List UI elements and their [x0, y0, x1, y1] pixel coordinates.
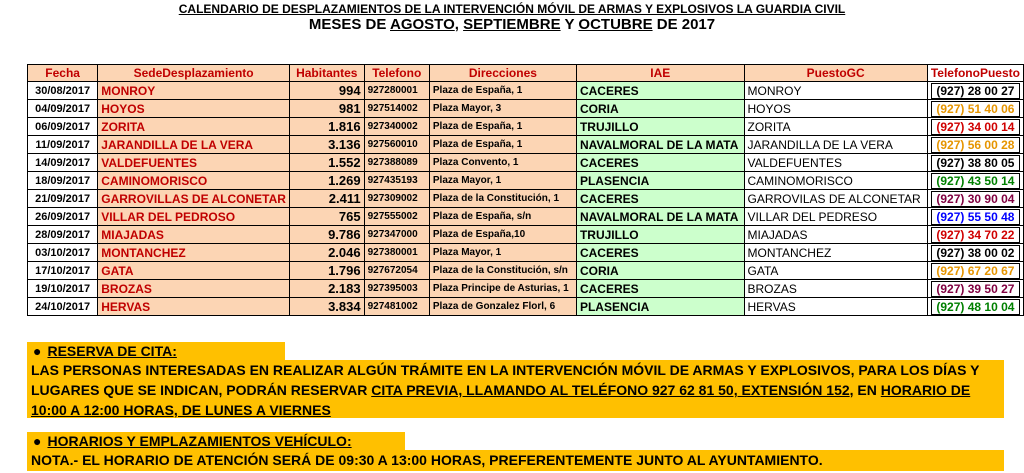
cell-direccion: Plaza Mayor, 1 — [429, 244, 576, 262]
cell-puesto: GARROVILAS DE ALCONETAR — [744, 190, 927, 208]
cell-telefono-puesto — [927, 118, 1023, 136]
cell-telefono-puesto — [927, 244, 1023, 262]
cell-direccion: Plaza de España, s/n — [429, 208, 576, 226]
cell-telefono-puesto — [927, 154, 1023, 172]
table-header-row — [28, 65, 1024, 82]
cell-fecha: 28/09/2017 — [28, 226, 98, 244]
cell-iae: CACERES — [576, 280, 744, 298]
cell-iae: PLASENCIA — [576, 298, 744, 316]
horarios-heading — [27, 432, 405, 450]
cell-iae: PLASENCIA — [576, 172, 744, 190]
cell-puesto: VALDEFUENTES — [744, 154, 927, 172]
cell-sede: HOYOS — [98, 100, 290, 118]
reserva-cita-link: CITA PREVIA, LLAMANDO AL TELÉFONO 927 62 81 50, EXTENSIÓN 152 — [371, 382, 850, 398]
cell-telefono-puesto — [927, 262, 1023, 280]
header-habitantes: Habitantes — [289, 65, 364, 82]
cell-sede: GATA — [98, 262, 290, 280]
cell-telefono: 927380001 — [364, 244, 429, 262]
cell-fecha: 18/09/2017 — [28, 172, 98, 190]
reserva-text — [27, 360, 1004, 418]
header-sede: SedeDesplazamiento — [98, 65, 290, 82]
cell-habitantes: 2.411 — [289, 190, 364, 208]
bullet-icon: ● — [33, 343, 42, 359]
subtitle-separator-2: Y — [560, 16, 579, 33]
cell-puesto: VILLAR DEL PEDRESO — [744, 208, 927, 226]
cell-habitantes: 981 — [289, 100, 364, 118]
cell-habitantes: 3.834 — [289, 298, 364, 316]
cell-puesto: HERVAS — [744, 298, 927, 316]
cell-telefono: 927555002 — [364, 208, 429, 226]
cell-sede: MONROY — [98, 82, 290, 100]
cell-telefono: 927347000 — [364, 226, 429, 244]
reserva-heading — [27, 342, 285, 360]
telefono-puesto-value: (927) 48 10 04 — [931, 299, 1020, 315]
reserva-text-a: LAS PERSONAS INTERESADAS EN REALIZAR ALGÚN TRÁMITE EN LA INTERVENCIÓN MÓVIL DE ARMAS Y EXPLOSIVOS, PARA LOS DÍAS Y LUGARES QUE SE INDICAN, PODRÁN RESERVAR — [31, 362, 980, 398]
subtitle-separator-1: , — [454, 16, 464, 33]
reserva-horario: HORARIO DE 10:00 A 12:00 HORAS, DE LUNES A VIERNES — [31, 382, 971, 418]
cell-direccion: Plaza de España, 1 — [429, 82, 576, 100]
cell-fecha: 17/10/2017 — [28, 262, 98, 280]
horarios-nota: NOTA.- EL HORARIO DE ATENCIÓN SERÁ DE 09:30 A 13:00 HORAS, PREFERENTEMENTE JUNTO AL AYUNTAMIENTO. — [27, 450, 1004, 471]
cell-telefono: 927481002 — [364, 298, 429, 316]
calendar-table — [27, 64, 1024, 316]
header-puesto: PuestoGC — [744, 65, 927, 82]
cell-fecha: 14/09/2017 — [28, 154, 98, 172]
cell-habitantes: 1.796 — [289, 262, 364, 280]
cell-telefono: 927395003 — [364, 280, 429, 298]
bullet-icon: ● — [33, 433, 42, 449]
cell-telefono: 927672054 — [364, 262, 429, 280]
telefono-puesto-value: (927) 30 90 04 — [931, 191, 1020, 207]
telefono-puesto-value: (927) 34 70 22 — [931, 227, 1020, 243]
cell-habitantes: 1.816 — [289, 118, 364, 136]
cell-iae: TRUJILLO — [576, 118, 744, 136]
table-row — [28, 118, 1024, 136]
telefono-puesto-value: (927) 51 40 06 — [931, 101, 1020, 117]
telefono-puesto-value: (927) 43 50 14 — [931, 173, 1020, 189]
cell-puesto: CAMINOMORISCO — [744, 172, 927, 190]
header-telefono: Telefono — [364, 65, 429, 82]
cell-telefono-puesto — [927, 82, 1023, 100]
cell-habitantes: 994 — [289, 82, 364, 100]
cell-iae: CORIA — [576, 262, 744, 280]
telefono-puesto-value: (927) 67 20 67 — [931, 263, 1020, 279]
cell-telefono-puesto — [927, 280, 1023, 298]
cell-sede: ZORITA — [98, 118, 290, 136]
cell-telefono: 927435193 — [364, 172, 429, 190]
table-row — [28, 100, 1024, 118]
cell-puesto: BROZAS — [744, 280, 927, 298]
cell-direccion: Plaza de la Constitución, 1 — [429, 190, 576, 208]
cell-sede: VILLAR DEL PEDROSO — [98, 208, 290, 226]
cell-fecha: 19/10/2017 — [28, 280, 98, 298]
cell-habitantes: 1.269 — [289, 172, 364, 190]
cell-habitantes: 9.786 — [289, 226, 364, 244]
cell-direccion: Plaza Principe de Asturias, 1 — [429, 280, 576, 298]
cell-telefono: 927514002 — [364, 100, 429, 118]
cell-sede: VALDEFUENTES — [98, 154, 290, 172]
document-subtitle — [0, 16, 1024, 33]
cell-habitantes: 1.552 — [289, 154, 364, 172]
subtitle-month-2: SEPTIEMBRE — [463, 16, 561, 33]
cell-telefono: 927280001 — [364, 82, 429, 100]
cell-telefono-puesto — [927, 136, 1023, 154]
cell-fecha: 30/08/2017 — [28, 82, 98, 100]
cell-habitantes: 765 — [289, 208, 364, 226]
cell-direccion: Plaza Mayor, 1 — [429, 172, 576, 190]
reserva-text-b: , EN — [849, 382, 881, 398]
cell-puesto: ZORITA — [744, 118, 927, 136]
cell-sede: BROZAS — [98, 280, 290, 298]
cell-puesto: JARANDILLA DE LA VERA — [744, 136, 927, 154]
cell-direccion: Plaza de Gonzalez Florl, 6 — [429, 298, 576, 316]
cell-direccion: Plaza Convento, 1 — [429, 154, 576, 172]
telefono-puesto-value: (927) 34 00 14 — [931, 119, 1020, 135]
cell-telefono: 927388089 — [364, 154, 429, 172]
cell-telefono: 927309002 — [364, 190, 429, 208]
telefono-puesto-value: (927) 28 00 27 — [931, 83, 1020, 99]
table-row — [28, 172, 1024, 190]
telefono-puesto-value: (927) 56 00 28 — [931, 137, 1020, 153]
cell-fecha: 26/09/2017 — [28, 208, 98, 226]
cell-iae: CORIA — [576, 100, 744, 118]
cell-telefono-puesto — [927, 298, 1023, 316]
telefono-puesto-value: (927) 55 50 48 — [931, 209, 1020, 225]
cell-iae: CACERES — [576, 82, 744, 100]
telefono-puesto-value: (927) 38 80 05 — [931, 155, 1020, 171]
cell-iae: TRUJILLO — [576, 226, 744, 244]
cell-telefono-puesto — [927, 100, 1023, 118]
table-row — [28, 298, 1024, 316]
cell-direccion: Plaza de España,10 — [429, 226, 576, 244]
subtitle-month-3: OCTUBRE — [578, 16, 653, 33]
table-row — [28, 136, 1024, 154]
cell-iae: CACERES — [576, 154, 744, 172]
subtitle-suffix: DE 2017 — [652, 16, 716, 33]
cell-fecha: 06/09/2017 — [28, 118, 98, 136]
table-row — [28, 262, 1024, 280]
table-row — [28, 226, 1024, 244]
cell-sede: MONTANCHEZ — [98, 244, 290, 262]
cell-iae: CACERES — [576, 190, 744, 208]
cell-puesto: GATA — [744, 262, 927, 280]
cell-direccion: Plaza Mayor, 3 — [429, 100, 576, 118]
cell-direccion: Plaza de España, 1 — [429, 118, 576, 136]
horarios-heading-text: HORARIOS Y EMPLAZAMIENTOS VEHÍCULO: — [47, 433, 352, 449]
cell-fecha: 03/10/2017 — [28, 244, 98, 262]
cell-telefono-puesto — [927, 190, 1023, 208]
cell-puesto: MONROY — [744, 82, 927, 100]
cell-iae: NAVALMORAL DE LA MATA — [576, 208, 744, 226]
telefono-puesto-value: (927) 39 50 27 — [931, 281, 1020, 297]
cell-sede: GARROVILLAS DE ALCONETAR — [98, 190, 290, 208]
cell-puesto: MONTANCHEZ — [744, 244, 927, 262]
reserva-heading-text: RESERVA DE CITA: — [47, 343, 177, 359]
table-row — [28, 280, 1024, 298]
document-title: CALENDARIO DE DESPLAZAMIENTOS DE LA INTERVENCIÓN MÓVIL DE ARMAS Y EXPLOSIVOS LA GUARDIA CIVIL — [178, 2, 846, 16]
cell-habitantes: 2.183 — [289, 280, 364, 298]
telefono-puesto-value: (927) 38 00 02 — [931, 245, 1020, 261]
cell-fecha: 21/09/2017 — [28, 190, 98, 208]
cell-direccion: Plaza de la Constitución, s/n — [429, 262, 576, 280]
cell-puesto: MIAJADAS — [744, 226, 927, 244]
cell-telefono-puesto — [927, 226, 1023, 244]
cell-telefono-puesto — [927, 172, 1023, 190]
cell-iae: CACERES — [576, 244, 744, 262]
cell-sede: HERVAS — [98, 298, 290, 316]
cell-fecha: 04/09/2017 — [28, 100, 98, 118]
cell-telefono-puesto — [927, 208, 1023, 226]
cell-fecha: 11/09/2017 — [28, 136, 98, 154]
header-telefono-puesto: TelefonoPuesto — [927, 65, 1023, 82]
table-row — [28, 154, 1024, 172]
table-row — [28, 190, 1024, 208]
cell-telefono: 927560010 — [364, 136, 429, 154]
cell-telefono: 927340002 — [364, 118, 429, 136]
table-row — [28, 244, 1024, 262]
cell-iae: NAVALMORAL DE LA MATA — [576, 136, 744, 154]
cell-habitantes: 2.046 — [289, 244, 364, 262]
subtitle-month-1: AGOSTO — [390, 16, 455, 33]
header-iae: IAE — [576, 65, 744, 82]
cell-sede: JARANDILLA DE LA VERA — [98, 136, 290, 154]
cell-fecha: 24/10/2017 — [28, 298, 98, 316]
table-row — [28, 82, 1024, 100]
cell-puesto: HOYOS — [744, 100, 927, 118]
header-direcciones: Direcciones — [429, 65, 576, 82]
cell-sede: CAMINOMORISCO — [98, 172, 290, 190]
cell-habitantes: 3.136 — [289, 136, 364, 154]
subtitle-prefix: MESES DE — [308, 16, 390, 33]
table-row — [28, 208, 1024, 226]
cell-sede: MIAJADAS — [98, 226, 290, 244]
header-fecha: Fecha — [28, 65, 98, 82]
cell-direccion: Plaza de España, 1 — [429, 136, 576, 154]
